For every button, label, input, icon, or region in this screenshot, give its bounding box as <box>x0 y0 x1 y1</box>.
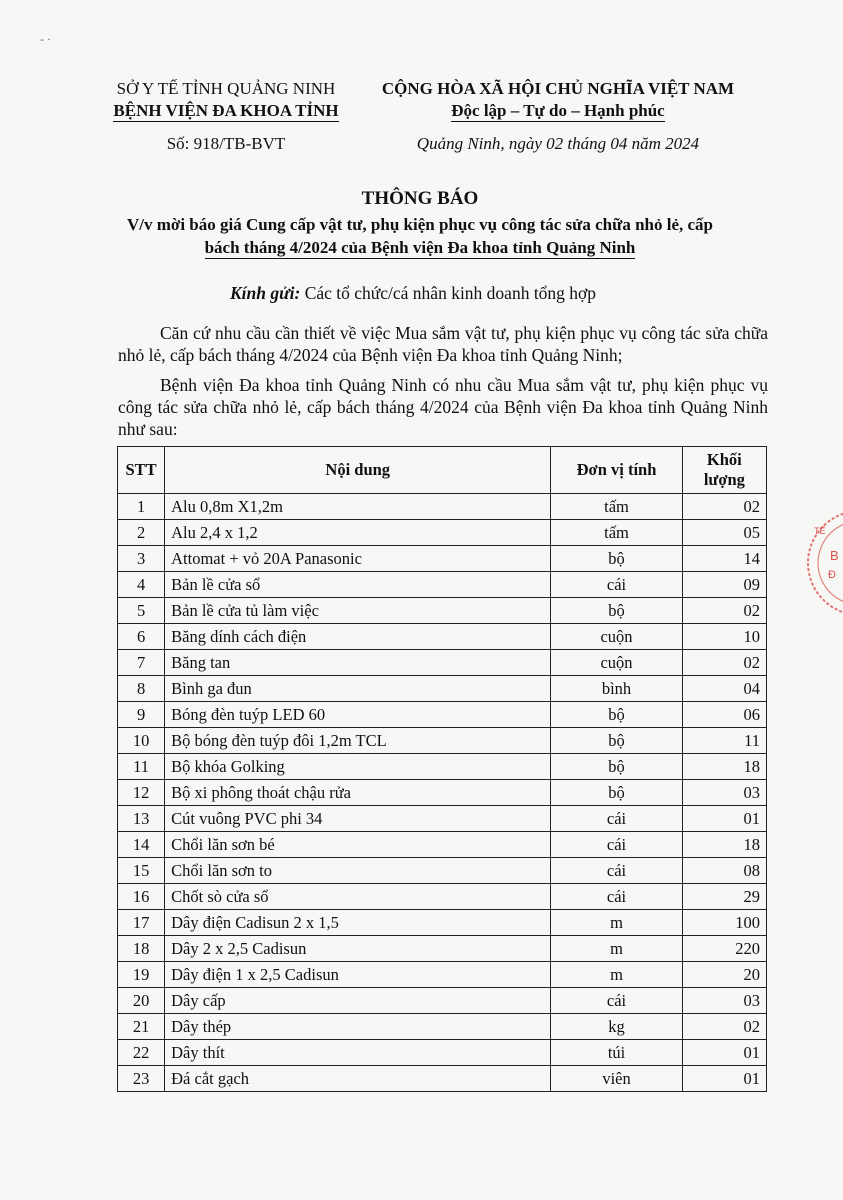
row-content: Bộ khóa Golking <box>165 754 551 780</box>
table-row <box>118 858 767 884</box>
table-row <box>118 624 767 650</box>
row-content: Bộ bóng đèn tuýp đôi 1,2m TCL <box>165 728 551 754</box>
issuer-header <box>95 78 357 122</box>
row-unit: m <box>551 962 682 988</box>
row-unit: cuộn <box>551 624 682 650</box>
row-quantity: 02 <box>682 650 766 676</box>
issuer-hospital: BỆNH VIỆN ĐA KHOA TỈNH <box>113 101 339 120</box>
subject-line-1: V/v mời báo giá Cung cấp vật tư, phụ kiện phục vụ công tác sửa chữa nhỏ lẻ, cấp <box>127 215 713 234</box>
table-row <box>118 494 767 520</box>
paragraph-request: Bệnh viện Đa khoa tỉnh Quảng Ninh có nhu cầu Mua sắm vật tư, phụ kiện phục vụ công tác sửa chữa nhỏ lẻ, cấp bách tháng 4/2024 của Bệnh viện Đa khoa tỉnh Quảng Ninh như sau: <box>118 375 768 439</box>
row-content: Dây điện 1 x 2,5 Cadisun <box>165 962 551 988</box>
document-title: THÔNG BÁO <box>361 188 479 209</box>
row-quantity: 18 <box>682 832 766 858</box>
row-unit: cái <box>551 832 682 858</box>
row-unit: m <box>551 936 682 962</box>
row-quantity: 220 <box>682 936 766 962</box>
row-stt: 16 <box>118 884 165 910</box>
table-row <box>118 1014 767 1040</box>
seal-text-1: B <box>830 548 839 563</box>
row-content: Alu 0,8m X1,2m <box>165 494 551 520</box>
row-content: Băng tan <box>165 650 551 676</box>
row-quantity: 10 <box>682 624 766 650</box>
row-unit: bộ <box>551 702 682 728</box>
row-quantity: 02 <box>682 494 766 520</box>
row-quantity: 03 <box>682 780 766 806</box>
row-quantity: 02 <box>682 598 766 624</box>
row-unit: cái <box>551 884 682 910</box>
row-stt: 11 <box>118 754 165 780</box>
table-row <box>118 754 767 780</box>
row-unit: túi <box>551 1040 682 1066</box>
row-content: Bản lề cửa tủ làm việc <box>165 598 551 624</box>
table-row <box>118 572 767 598</box>
row-stt: 6 <box>118 624 165 650</box>
row-unit: bộ <box>551 780 682 806</box>
row-unit: tấm <box>551 520 682 546</box>
row-quantity: 01 <box>682 1040 766 1066</box>
row-quantity: 18 <box>682 754 766 780</box>
table-row <box>118 962 767 988</box>
row-content: Dây cấp <box>165 988 551 1014</box>
row-quantity: 06 <box>682 702 766 728</box>
red-seal-stamp <box>800 498 843 628</box>
row-quantity: 11 <box>682 728 766 754</box>
row-content: Chổi lăn sơn to <box>165 858 551 884</box>
row-unit: bộ <box>551 546 682 572</box>
seal-text-3: TẾ <box>814 526 826 536</box>
row-unit: bộ <box>551 754 682 780</box>
row-quantity: 01 <box>682 1066 766 1092</box>
row-stt: 20 <box>118 988 165 1014</box>
row-unit: cái <box>551 806 682 832</box>
row-stt: 23 <box>118 1066 165 1092</box>
items-table <box>117 446 767 1092</box>
row-stt: 4 <box>118 572 165 598</box>
row-quantity: 05 <box>682 520 766 546</box>
scan-mark: - · <box>40 32 51 46</box>
table-row <box>118 988 767 1014</box>
row-stt: 19 <box>118 962 165 988</box>
row-content: Attomat + vỏ 20A Panasonic <box>165 546 551 572</box>
table-row <box>118 598 767 624</box>
row-content: Chốt sò cửa sổ <box>165 884 551 910</box>
header-quantity <box>682 447 766 494</box>
row-unit: viên <box>551 1066 682 1092</box>
table-row <box>118 832 767 858</box>
table-row <box>118 546 767 572</box>
row-unit: tấm <box>551 494 682 520</box>
row-content: Bóng đèn tuýp LED 60 <box>165 702 551 728</box>
table-row <box>118 1040 767 1066</box>
table-row <box>118 676 767 702</box>
header-content: Nội dung <box>165 447 551 494</box>
row-unit: bộ <box>551 728 682 754</box>
header-quantity-line1: Khối <box>706 450 742 469</box>
row-stt: 1 <box>118 494 165 520</box>
motto-line: Độc lập – Tự do – Hạnh phúc <box>451 101 665 120</box>
row-stt: 13 <box>118 806 165 832</box>
row-stt: 22 <box>118 1040 165 1066</box>
row-quantity: 03 <box>682 988 766 1014</box>
row-stt: 9 <box>118 702 165 728</box>
row-content: Chổi lăn sơn bé <box>165 832 551 858</box>
table-row <box>118 1066 767 1092</box>
row-stt: 21 <box>118 1014 165 1040</box>
row-unit: m <box>551 910 682 936</box>
row-stt: 10 <box>118 728 165 754</box>
table-row <box>118 520 767 546</box>
table-row <box>118 806 767 832</box>
row-content: Đá cắt gạch <box>165 1066 551 1092</box>
document-number: Số: 918/TB-BVT <box>166 134 286 153</box>
row-stt: 12 <box>118 780 165 806</box>
row-content: Dây điện Cadisun 2 x 1,5 <box>165 910 551 936</box>
row-unit: kg <box>551 1014 682 1040</box>
seal-text-2: Đ <box>828 569 836 581</box>
table-row <box>118 936 767 962</box>
row-quantity: 14 <box>682 546 766 572</box>
row-content: Alu 2,4 x 1,2 <box>165 520 551 546</box>
table-row <box>118 780 767 806</box>
row-content: Dây thít <box>165 1040 551 1066</box>
row-stt: 18 <box>118 936 165 962</box>
row-content: Cút vuông PVC phi 34 <box>165 806 551 832</box>
row-unit: cuộn <box>551 650 682 676</box>
row-content: Bình ga đun <box>165 676 551 702</box>
row-stt: 8 <box>118 676 165 702</box>
header-stt: STT <box>118 447 165 494</box>
recipient-label: Kính gửi: <box>230 283 301 303</box>
place-date: Quảng Ninh, ngày 02 tháng 04 năm 2024 <box>416 134 700 153</box>
row-unit: bình <box>551 676 682 702</box>
paragraph-basis: Căn cứ nhu cầu cần thiết về việc Mua sắm vật tư, phụ kiện phục vụ công tác sửa chữa nhỏ lẻ, cấp bách tháng 4/2024 của Bệnh viện Đa khoa tỉnh Quảng Ninh; <box>118 323 768 365</box>
row-content: Bộ xi phông thoát chậu rửa <box>165 780 551 806</box>
row-unit: cái <box>551 572 682 598</box>
row-content: Dây thép <box>165 1014 551 1040</box>
table-row <box>118 884 767 910</box>
row-content: Bản lề cửa sổ <box>165 572 551 598</box>
row-unit: cái <box>551 988 682 1014</box>
header-unit: Đơn vị tính <box>551 447 682 494</box>
row-quantity: 01 <box>682 806 766 832</box>
national-motto <box>358 78 758 122</box>
row-stt: 5 <box>118 598 165 624</box>
row-unit: bộ <box>551 598 682 624</box>
row-stt: 3 <box>118 546 165 572</box>
row-stt: 7 <box>118 650 165 676</box>
row-quantity: 29 <box>682 884 766 910</box>
document-subject <box>60 213 780 259</box>
table-row <box>118 650 767 676</box>
table-row <box>118 728 767 754</box>
row-stt: 2 <box>118 520 165 546</box>
table-header-row <box>118 447 767 494</box>
recipient <box>230 283 596 304</box>
row-stt: 17 <box>118 910 165 936</box>
row-stt: 15 <box>118 858 165 884</box>
table-row <box>118 910 767 936</box>
row-quantity: 09 <box>682 572 766 598</box>
row-quantity: 04 <box>682 676 766 702</box>
header-quantity-line2: lượng <box>703 470 745 489</box>
recipient-text: Các tổ chức/cá nhân kinh doanh tổng hợp <box>304 283 597 303</box>
row-content: Băng dính cách điện <box>165 624 551 650</box>
row-quantity: 20 <box>682 962 766 988</box>
issuer-department: SỞ Y TẾ TỈNH QUẢNG NINH <box>116 79 336 98</box>
row-quantity: 100 <box>682 910 766 936</box>
subject-line-2: bách tháng 4/2024 của Bệnh viện Đa khoa tỉnh Quảng Ninh <box>204 238 636 257</box>
row-unit: cái <box>551 858 682 884</box>
row-stt: 14 <box>118 832 165 858</box>
row-quantity: 08 <box>682 858 766 884</box>
national-name: CỘNG HÒA XÃ HỘI CHỦ NGHĨA VIỆT NAM <box>381 79 735 98</box>
row-quantity: 02 <box>682 1014 766 1040</box>
row-content: Dây 2 x 2,5 Cadisun <box>165 936 551 962</box>
table-row <box>118 702 767 728</box>
